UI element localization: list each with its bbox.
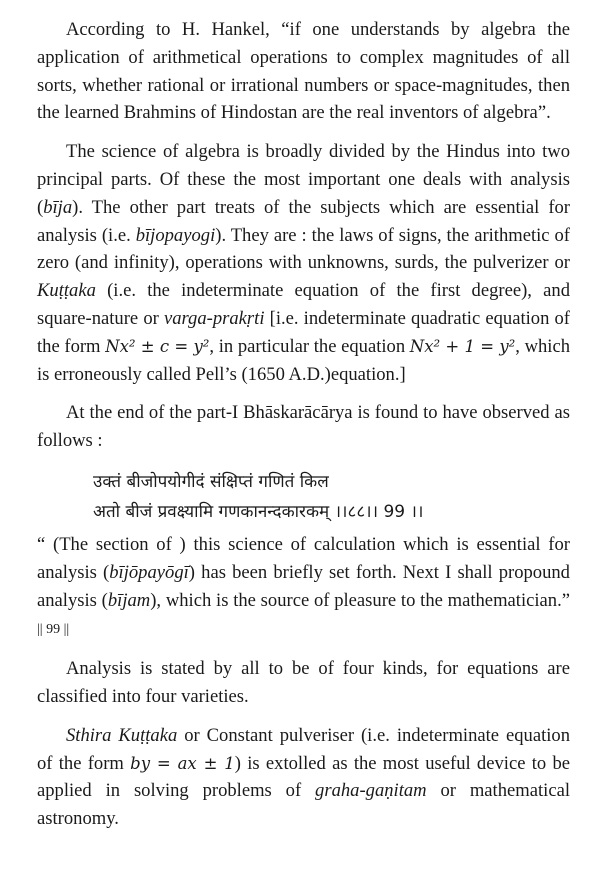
text-span: or Constant pulveriser (i.e. indeterminate equation of the form bbox=[37, 724, 571, 774]
text-span: [i.e. indeterminate quadratic equation of the form bbox=[37, 307, 571, 357]
equation-square-nature: Nx² ± c = y² bbox=[105, 336, 210, 356]
term-bijopayogi-2: bījōpayōgī bbox=[109, 561, 189, 583]
term-graha-ganitam: graha-gaṇitam bbox=[315, 780, 427, 802]
text-span: or mathematical astronomy. bbox=[37, 780, 570, 830]
text-span: (i.e. the indeterminate equation of the first degree), and square-nature or bbox=[37, 280, 570, 329]
text-span: ). They are : the laws of signs, the arithmetic of zero (and infinity), operations with unknowns, surds, the pulverizer or bbox=[37, 224, 570, 274]
term-bijopayogi: bījopayogi bbox=[135, 224, 216, 246]
paragraph-four-kinds: Analysis is stated by all to be of four kinds, for equations are classified into four varieties. bbox=[37, 658, 570, 707]
text-span: ). The other part treats of the subjects which are essential for analysis (i.e. bbox=[37, 196, 570, 246]
paragraph-part1-intro: At the end of the part-I Bhāskarācārya is found to have observed as follows : bbox=[37, 402, 570, 452]
sanskrit-verse bbox=[37, 467, 570, 527]
verse-reference: || 99 || bbox=[37, 622, 70, 638]
text-span: , which is erroneously called Pell’s (1650 A.D.)equation.] bbox=[37, 335, 571, 385]
equation-constant-pulveriser: by = ax ± 1 bbox=[130, 753, 235, 773]
paragraph-sthira-kuttaka bbox=[37, 722, 570, 833]
text-span: ) is extolled as the most useful device to be applied in solving problems of bbox=[37, 752, 570, 802]
term-kuttaka: Kuṭṭaka bbox=[37, 280, 96, 302]
paragraph-translation bbox=[37, 531, 570, 644]
verse-line-1: उक्तं बीजोपयोगीदं संक्षिप्तं गणितं किल bbox=[93, 471, 329, 492]
verse-line-2: अतो बीजं प्रवक्ष्यामि गणकानन्दकारकम् ।।८८।। 99 ।। bbox=[93, 501, 424, 522]
text-span: ), which is the source of pleasure to the mathematician.” bbox=[150, 589, 570, 611]
term-sthira-kuttaka: Sthira Kuṭṭaka bbox=[66, 724, 178, 746]
term-bija: bīja bbox=[43, 196, 73, 218]
text-span: , in particular the equation bbox=[209, 335, 410, 357]
term-bijam: bījam bbox=[107, 589, 151, 611]
text-span: The science of algebra is broadly divided by the Hindus into two principal parts. Of these the most important one deals with analysis ( bbox=[37, 141, 570, 218]
equation-pell: Nx² + 1 = y² bbox=[409, 336, 516, 356]
paragraph-hankel-quote: According to H. Hankel, “if one understands by algebra the application of arithmetical operations to complex magnitudes of all sorts, whether rational or irrational numbers or space-magnitudes, then the learned Brahmins of Hindostan are the real inventors of algebra”. bbox=[37, 19, 570, 124]
paragraph-algebra-divisions bbox=[37, 138, 570, 388]
text-span: “ (The section of ) this science of calculation which is essential for analysis ( bbox=[37, 533, 570, 583]
text-span: ) has been briefly set forth. Next I shall propound analysis ( bbox=[37, 561, 570, 611]
term-varga-prakrti: varga-prakṛti bbox=[163, 307, 265, 329]
